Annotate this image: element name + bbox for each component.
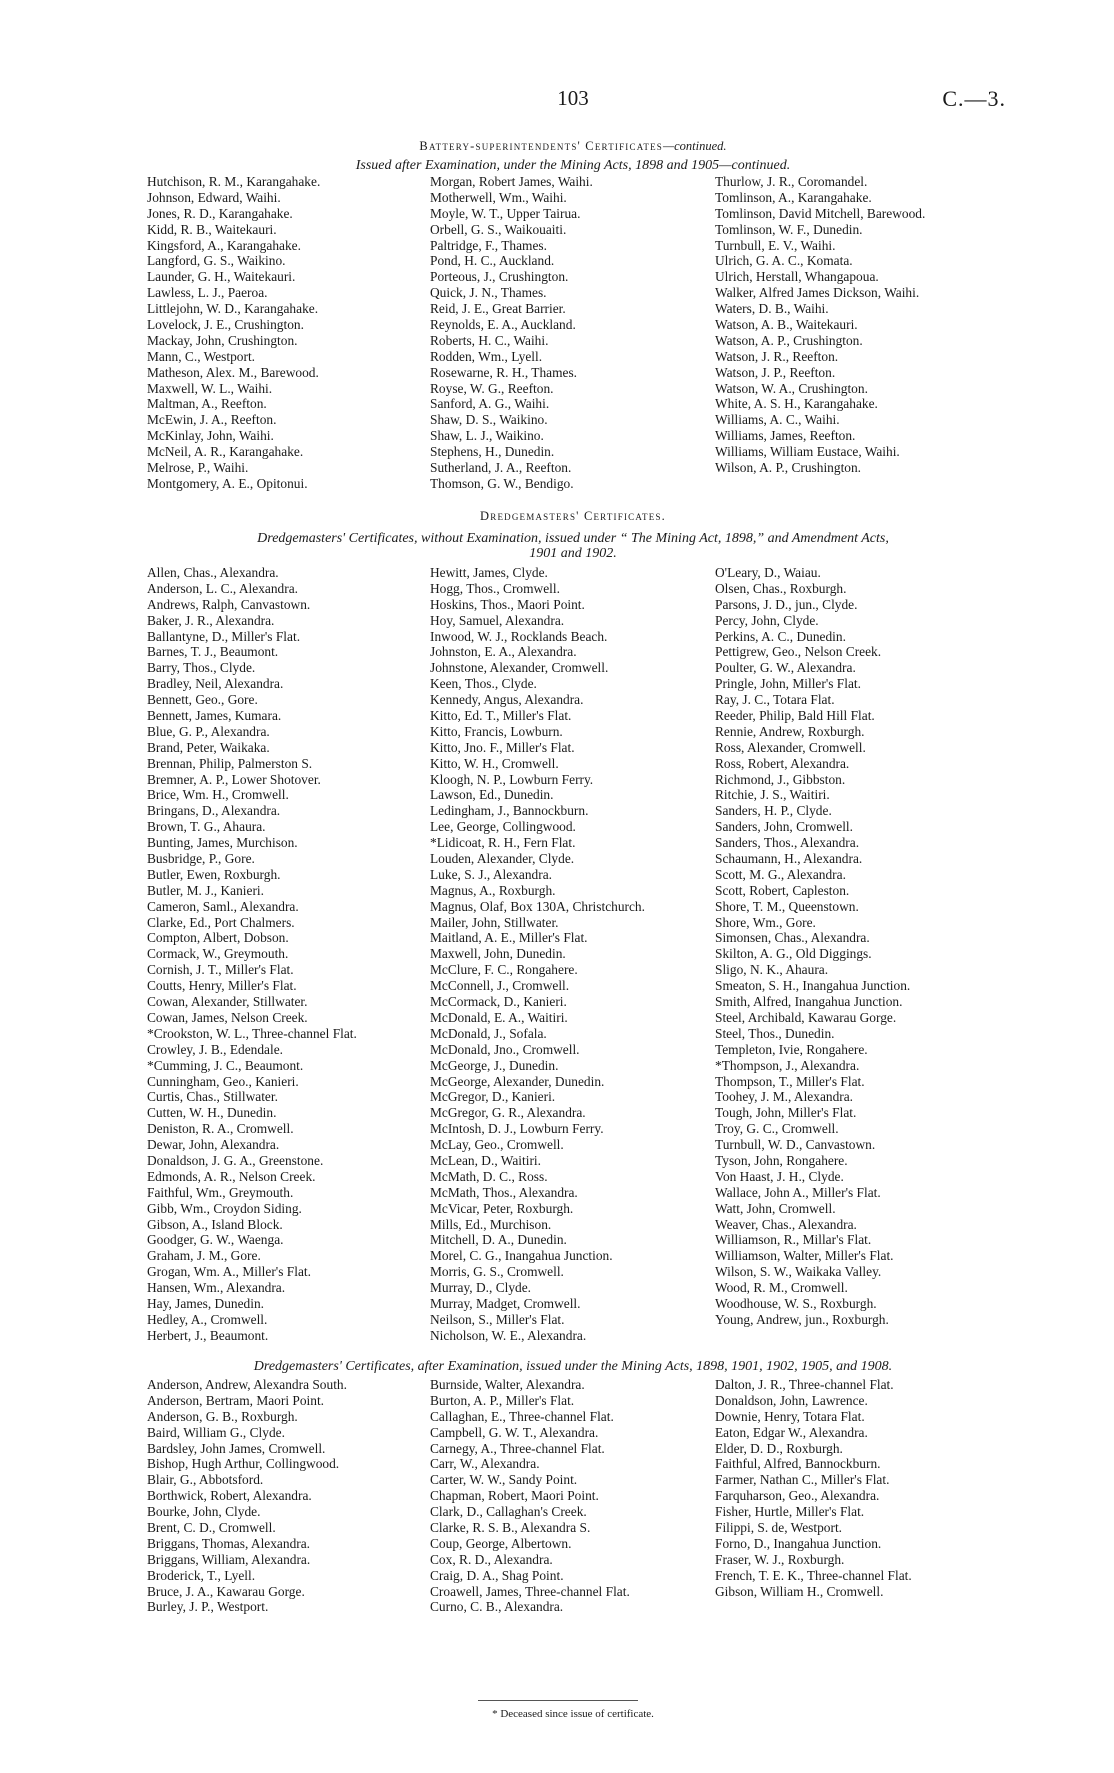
list-item: Goodger, G. W., Waenga. [147,1232,284,1248]
list-item: Cowan, James, Nelson Creek. [147,1009,308,1025]
list-item: Kitto, Jno. F., Miller's Flat. [430,739,575,755]
list-item: Reeder, Philip, Bald Hill Flat. [715,708,875,724]
list-item: Scott, Robert, Capleston. [715,882,850,898]
list-item: Williams, William Eustace, Waihi. [715,444,900,460]
list-item: Blue, G. P., Alexandra. [147,723,270,739]
list-item: Baird, William G., Clyde. [147,1424,285,1440]
list-item: Bourke, John, Clyde. [147,1504,261,1520]
list-item: Nicholson, W. E., Alexandra. [430,1327,587,1343]
list-item: Wilson, A. P., Crushington. [715,460,862,476]
list-item: Ross, Alexander, Cromwell. [715,739,866,755]
list-item: Tyson, John, Rongahere. [715,1152,848,1168]
list-item: Johnson, Edward, Waihi. [147,189,281,205]
list-item: Faithful, Wm., Greymouth. [147,1184,294,1200]
list-item: Callaghan, E., Three-channel Flat. [430,1408,614,1424]
list-item: Waters, D. B., Waihi. [715,301,829,317]
list-item: Lee, George, Collingwood. [430,819,576,835]
section-subheading-dredgemasters-exam: Dredgemasters' Certificates, after Examination, issued under the Mining Acts, 1898, 1901, 1902, 1905, and 1908. [253,1359,893,1374]
footnote-rule [478,1700,638,1701]
list-item: Briggans, Thomas, Alexandra. [147,1535,311,1551]
section-heading-battery-suffix: —continued. [663,139,727,153]
name-column-1 [147,565,357,1344]
list-item: McLay, Geo., Cromwell. [430,1137,564,1153]
list-item: Weaver, Chas., Alexandra. [715,1216,857,1232]
list-item: Brown, T. G., Ahaura. [147,819,266,835]
list-item: Morel, C. G., Inangahua Junction. [430,1248,613,1264]
list-item: Bringans, D., Alexandra. [147,803,281,819]
list-item: Magnus, A., Roxburgh. [430,882,556,898]
list-item: Barry, Thos., Clyde. [147,660,256,676]
list-item: Bennett, Geo., Gore. [147,692,258,708]
list-item: Walker, Alfred James Dickson, Waihi. [715,285,920,301]
list-item: *Cumming, J. C., Beaumont. [147,1057,304,1073]
list-item: Gibson, A., Island Block. [147,1216,283,1232]
list-item: Young, Andrew, jun., Roxburgh. [715,1311,889,1327]
name-column-2 [430,565,645,1344]
list-item: Turnbull, W. D., Canvastown. [715,1137,876,1153]
list-item: Sanford, A. G., Waihi. [430,396,550,412]
list-item: Curno, C. B., Alexandra. [430,1599,564,1615]
list-item: Herbert, J., Beaumont. [147,1327,269,1343]
list-item: Rennie, Andrew, Roxburgh. [715,723,865,739]
list-item: O'Leary, D., Waiau. [715,565,821,580]
list-item: White, A. S. H., Karangahake. [715,396,878,412]
list-item: Johnston, E. A., Alexandra. [430,644,577,660]
list-item: Watson, W. A., Crushington. [715,380,868,396]
list-item: Luke, S. J., Alexandra. [430,866,552,882]
list-item: Jones, R. D., Karangahake. [147,205,293,221]
list-item: Brand, Peter, Waikaka. [147,739,270,755]
list-item: Clarke, Ed., Port Chalmers. [147,914,295,930]
list-item: Lawless, L. J., Paeroa. [147,285,268,301]
list-item: Thompson, T., Miller's Flat. [715,1073,865,1089]
list-item: Fraser, W. J., Roxburgh. [715,1551,845,1567]
list-item: Anderson, L. C., Alexandra. [147,580,298,596]
list-item: Hewitt, James, Clyde. [430,565,548,580]
page-number: 103 [557,86,589,110]
list-item: Williams, James, Reefton. [715,428,856,444]
list-item: Campbell, G. W. T., Alexandra. [430,1424,599,1440]
list-item: Toohey, J. M., Alexandra. [715,1089,854,1105]
list-item: Wood, R. M., Cromwell. [715,1280,848,1296]
list-item: Murray, Madget, Cromwell. [430,1295,581,1311]
list-item: Cutten, W. H., Dunedin. [147,1105,277,1121]
list-item: Farmer, Nathan C., Miller's Flat. [715,1472,890,1488]
list-item: Watt, John, Cromwell. [715,1200,836,1216]
list-item: Hogg, Thos., Cromwell. [430,580,560,596]
list-item: Mills, Ed., Murchison. [430,1216,552,1232]
list-item: Shore, T. M., Queenstown. [715,898,859,914]
list-item: Graham, J. M., Gore. [147,1248,261,1264]
list-item: Turnbull, E. V., Waihi. [715,237,836,253]
name-column-3 [715,174,925,476]
list-item: French, T. E. K., Three-channel Flat. [715,1567,912,1583]
list-item: Burnside, Walter, Alexandra. [430,1377,585,1392]
list-item: Chapman, Robert, Maori Point. [430,1488,599,1504]
list-item: Ledingham, J., Bannockburn. [430,803,589,819]
list-item: Wilson, S. W., Waikaka Valley. [715,1264,882,1280]
list-item: *Crookston, W. L., Three-channel Flat. [147,1025,357,1041]
list-item: Roberts, H. C., Waihi. [430,332,549,348]
list-item: Cowan, Alexander, Stillwater. [147,994,308,1010]
list-item: Rodden, Wm., Lyell. [430,348,543,364]
list-item: Smith, Alfred, Inangahua Junction. [715,994,903,1010]
list-item: Pringle, John, Miller's Flat. [715,676,861,692]
list-item: Filippi, S. de, Westport. [715,1520,843,1536]
list-item: Cormack, W., Greymouth. [147,946,289,962]
list-item: Tomlinson, W. F., Dunedin. [715,221,863,237]
list-item: Baker, J. R., Alexandra. [147,612,275,628]
list-item: Borthwick, Robert, Alexandra. [147,1488,312,1504]
list-item: Kitto, Francis, Lowburn. [430,723,563,739]
list-item: Hansen, Wm., Alexandra. [147,1280,286,1296]
list-item: Williamson, Walter, Miller's Flat. [715,1248,894,1264]
list-item: Steel, Thos., Dunedin. [715,1025,835,1041]
list-item: Maxwell, W. L., Waihi. [147,380,273,396]
list-item: Lawson, Ed., Dunedin. [430,787,554,803]
section-subheading-dredgemasters-line2: 1901 and 1902. [529,546,617,561]
list-item: Briggans, William, Alexandra. [147,1551,311,1567]
list-item: Downie, Henry, Totara Flat. [715,1408,865,1424]
list-item: Ray, J. C., Totara Flat. [715,692,835,708]
list-item: Woodhouse, W. S., Roxburgh. [715,1295,877,1311]
name-column-1 [147,174,320,492]
list-item: Rosewarne, R. H., Thames. [430,364,578,380]
list-item: Reynolds, E. A., Auckland. [430,317,576,333]
list-item: Troy, G. C., Cromwell. [715,1121,839,1137]
list-item: Melrose, P., Waihi. [147,460,249,476]
list-item: Morgan, Robert James, Waihi. [430,174,593,189]
list-item: Ulrich, G. A. C., Komata. [715,253,853,269]
list-item: Shaw, D. S., Waikino. [430,412,548,428]
list-item: Crowley, J. B., Edendale. [147,1041,283,1057]
list-item: Thurlow, J. R., Coromandel. [715,174,868,189]
list-item: Moyle, W. T., Upper Tairua. [430,205,581,221]
list-item: Curtis, Chas., Stillwater. [147,1089,278,1105]
list-item: Paltridge, F., Thames. [430,237,547,253]
list-item: McKinlay, John, Waihi. [147,428,274,444]
list-item: Murray, D., Clyde. [430,1280,532,1296]
list-item: Hoskins, Thos., Maori Point. [430,596,585,612]
list-item: Tough, John, Miller's Flat. [715,1105,857,1121]
list-item: Shore, Wm., Gore. [715,914,816,930]
list-item: McCormack, D., Kanieri. [430,994,567,1010]
list-item: Motherwell, Wm., Waihi. [430,189,567,205]
list-item: McDonald, Jno., Cromwell. [430,1041,580,1057]
list-item: Cunningham, Geo., Kanieri. [147,1073,299,1089]
list-item: Carr, W., Alexandra. [430,1456,540,1472]
list-item: Blair, G., Abbotsford. [147,1472,264,1488]
list-item: Edmonds, A. R., Nelson Creek. [147,1168,316,1184]
list-item: Bennett, James, Kumara. [147,708,282,724]
list-item: *Thompson, J., Alexandra. [715,1057,860,1073]
list-item: Carnegy, A., Three-channel Flat. [430,1440,605,1456]
list-item: McConnell, J., Cromwell. [430,978,570,994]
list-item: Bradley, Neil, Alexandra. [147,676,284,692]
list-item: Brice, Wm. H., Cromwell. [147,787,289,803]
list-item: Keen, Thos., Clyde. [430,676,537,692]
list-item: Anderson, Andrew, Alexandra South. [147,1377,347,1392]
list-item: Gibb, Wm., Croydon Siding. [147,1200,302,1216]
list-item: Poulter, G. W., Alexandra. [715,660,856,676]
list-item: Busbridge, P., Gore. [147,851,255,867]
list-item: Forno, D., Inangahua Junction. [715,1535,882,1551]
list-item: Thomson, G. W., Bendigo. [430,475,574,491]
list-item: Tomlinson, David Mitchell, Barewood. [715,205,926,221]
section-heading-dredgemasters: Dredgemasters' Certificates. [480,509,666,523]
list-item: Dewar, John, Alexandra. [147,1137,280,1153]
list-item: Croawell, James, Three-channel Flat. [430,1583,630,1599]
list-item: Parsons, J. D., jun., Clyde. [715,596,858,612]
page-header [140,86,1006,116]
list-item: Shaw, L. J., Waikino. [430,428,544,444]
list-item: Deniston, R. A., Cromwell. [147,1121,294,1137]
list-item: McLean, D., Waitiri. [430,1152,541,1168]
list-item: Richmond, J., Gibbston. [715,771,846,787]
list-item: Kidd, R. B., Waitekauri. [147,221,277,237]
list-item: Ritchie, J. S., Waitiri. [715,787,830,803]
list-item: Olsen, Chas., Roxburgh. [715,580,847,596]
list-item: Johnstone, Alexander, Cromwell. [430,660,609,676]
list-item: Coup, George, Albertown. [430,1535,572,1551]
list-item: Kingsford, A., Karangahake. [147,237,301,253]
list-item: Pond, H. C., Auckland. [430,253,555,269]
list-item: Butler, Ewen, Roxburgh. [147,866,281,882]
list-item: Bunting, James, Murchison. [147,835,298,851]
list-item: Morris, G. S., Cromwell. [430,1264,564,1280]
list-item: *Lidicoat, R. H., Fern Flat. [430,835,576,851]
list-item: Watson, A. B., Waitekauri. [715,317,858,333]
list-item: Maxwell, John, Dunedin. [430,946,566,962]
list-item: Bremner, A. P., Lower Shotover. [147,771,321,787]
list-item: Templeton, Ivie, Rongahere. [715,1041,868,1057]
name-column-3 [715,565,910,1328]
list-item: Matheson, Alex. M., Barewood. [147,364,319,380]
list-item: Hoy, Samuel, Alexandra. [430,612,565,628]
list-item: Faithful, Alfred, Bannockburn. [715,1456,881,1472]
list-item: Craig, D. A., Shag Point. [430,1567,564,1583]
list-item: Burton, A. P., Miller's Flat. [430,1392,575,1408]
list-item: Perkins, A. C., Dunedin. [715,628,846,644]
list-item: Elder, D. D., Roxburgh. [715,1440,843,1456]
list-item: Brennan, Philip, Palmerston S. [147,755,313,771]
list-item: Sanders, John, Cromwell. [715,819,853,835]
list-item: McMath, Thos., Alexandra. [430,1184,578,1200]
list-item: Wallace, John A., Miller's Flat. [715,1184,881,1200]
list-item: Inwood, W. J., Rocklands Beach. [430,628,608,644]
list-item: McDonald, J., Sofala. [430,1025,547,1041]
list-item: McVicar, Peter, Roxburgh. [430,1200,574,1216]
list-item: Sanders, H. P., Clyde. [715,803,832,819]
section-heading-battery [140,139,1006,154]
list-item: McMath, D. C., Ross. [430,1168,548,1184]
list-item: McIntosh, D. J., Lowburn Ferry. [430,1121,604,1137]
name-column-3 [715,1377,912,1599]
list-item: Anderson, Bertram, Maori Point. [147,1392,325,1408]
list-item: Launder, G. H., Waitekauri. [147,269,296,285]
list-item: Anderson, G. B., Roxburgh. [147,1408,298,1424]
list-item: Maitland, A. E., Miller's Flat. [430,930,588,946]
list-item: Farquharson, Geo., Alexandra. [715,1488,880,1504]
list-item: Hay, James, Dunedin. [147,1295,265,1311]
list-item: Donaldson, John, Lawrence. [715,1392,868,1408]
list-item: Louden, Alexander, Clyde. [430,851,575,867]
list-item: Williamson, R., Millar's Flat. [715,1232,872,1248]
list-item: Steel, Archibald, Kawarau Gorge. [715,1009,897,1025]
list-item: Compton, Albert, Dobson. [147,930,289,946]
list-item: McEwin, J. A., Reefton. [147,412,277,428]
list-item: Sutherland, J. A., Reefton. [430,460,572,476]
list-item: Orbell, G. S., Waikouaiti. [430,221,567,237]
list-item: Barnes, T. J., Beaumont. [147,644,279,660]
list-item: Kitto, W. H., Cromwell. [430,755,559,771]
list-item: Magnus, Olaf, Box 130A, Christchurch. [430,898,645,914]
list-item: Sanders, Thos., Alexandra. [715,835,860,851]
list-item: Littlejohn, W. D., Karangahake. [147,301,319,317]
list-item: Bruce, J. A., Kawarau Gorge. [147,1583,305,1599]
list-item: Gibson, William H., Cromwell. [715,1583,884,1599]
list-item: Ballantyne, D., Miller's Flat. [147,628,301,644]
list-item: Kitto, Ed. T., Miller's Flat. [430,708,572,724]
list-item: Cornish, J. T., Miller's Flat. [147,962,294,978]
list-item: Dalton, J. R., Three-channel Flat. [715,1377,894,1392]
list-item: Ross, Robert, Alexandra. [715,755,850,771]
list-item: Quick, J. N., Thames. [430,285,547,301]
list-item: McDonald, E. A., Waitiri. [430,1009,568,1025]
list-item: Watson, J. R., Reefton. [715,348,839,364]
list-item: Percy, John, Clyde. [715,612,819,628]
list-item: Hedley, A., Cromwell. [147,1311,268,1327]
list-item: Andrews, Ralph, Canvastown. [147,596,311,612]
list-item: Mann, C., Westport. [147,348,256,364]
list-item: Coutts, Henry, Miller's Flat. [147,978,297,994]
list-item: Burley, J. P., Westport. [147,1599,269,1615]
list-item: Lovelock, J. E., Crushington. [147,317,304,333]
list-item: Donaldson, J. G. A., Greenstone. [147,1152,324,1168]
name-column-1 [147,1377,347,1615]
list-item: Eaton, Edgar W., Alexandra. [715,1424,868,1440]
list-item: Carter, W. W., Sandy Point. [430,1472,578,1488]
list-item: Allen, Chas., Alexandra. [147,565,279,580]
list-item: Maltman, A., Reefton. [147,396,267,412]
list-item: Bishop, Hugh Arthur, Collingwood. [147,1456,340,1472]
list-item: Clarke, R. S. B., Alexandra S. [430,1520,591,1536]
list-item: Porteous, J., Crushington. [430,269,569,285]
list-item: Von Haast, J. H., Clyde. [715,1168,844,1184]
list-item: McGregor, D., Kanieri. [430,1089,556,1105]
list-item: Tomlinson, A., Karangahake. [715,189,872,205]
document-reference: C.—3. [942,86,1006,111]
list-item: Reid, J. E., Great Barrier. [430,301,566,317]
list-item: Hutchison, R. M., Karangahake. [147,174,321,189]
list-item: Mackay, John, Crushington. [147,332,298,348]
list-item: Kennedy, Angus, Alexandra. [430,692,584,708]
list-item: Cox, R. D., Alexandra. [430,1551,553,1567]
section-subheading-battery: Issued after Examination, under the Mining Acts, 1898 and 1905—continued. [355,158,791,173]
list-item: Pettigrew, Geo., Nelson Creek. [715,644,882,660]
list-item: Mitchell, D. A., Dunedin. [430,1232,567,1248]
list-item: Grogan, Wm. A., Miller's Flat. [147,1264,311,1280]
list-item: Simonsen, Chas., Alexandra. [715,930,870,946]
list-item: McGeorge, J., Dunedin. [430,1057,559,1073]
list-item: Smeaton, S. H., Inangahua Junction. [715,978,911,994]
list-item: McClure, F. C., Rongahere. [430,962,578,978]
list-item: Skilton, A. G., Old Diggings. [715,946,872,962]
list-item: Sligo, N. K., Ahaura. [715,962,829,978]
list-item: Broderick, T., Lyell. [147,1567,256,1583]
list-item: Langford, G. S., Waikino. [147,253,286,269]
list-item: Neilson, S., Miller's Flat. [430,1311,565,1327]
list-item: Royse, W. G., Reefton. [430,380,554,396]
list-item: Schaumann, H., Alexandra. [715,851,863,867]
list-item: Brent, C. D., Cromwell. [147,1520,276,1536]
list-item: Kloogh, N. P., Lowburn Ferry. [430,771,594,787]
list-item: Scott, M. G., Alexandra. [715,866,846,882]
list-item: McGeorge, Alexander, Dunedin. [430,1073,605,1089]
list-item: Fisher, Hurtle, Miller's Flat. [715,1504,865,1520]
list-item: Bardsley, John James, Cromwell. [147,1440,326,1456]
list-item: Ulrich, Herstall, Whangapoua. [715,269,879,285]
name-column-2 [430,174,593,492]
list-item: Mailer, John, Stillwater. [430,914,559,930]
section-heading-battery-text: Battery-superintendents' Certificates [419,139,664,153]
list-item: Watson, A. P., Crushington. [715,332,863,348]
footnote: * Deceased since issue of certificate. [492,1708,654,1720]
name-column-2 [430,1377,630,1615]
section-subheading-dredgemasters-line1: Dredgemasters' Certificates, without Examination, issued under “ The Mining Act, 1898,” and Amendment Acts, [257,531,889,546]
list-item: McNeil, A. R., Karangahake. [147,444,304,460]
list-item: Cameron, Saml., Alexandra. [147,898,299,914]
list-item: Clark, D., Callaghan's Creek. [430,1504,587,1520]
list-item: Watson, J. P., Reefton. [715,364,836,380]
list-item: Stephens, H., Dunedin. [430,444,555,460]
list-item: Williams, A. C., Waihi. [715,412,840,428]
list-item: McGregor, G. R., Alexandra. [430,1105,586,1121]
list-item: Montgomery, A. E., Opitonui. [147,475,308,491]
list-item: Butler, M. J., Kanieri. [147,882,264,898]
